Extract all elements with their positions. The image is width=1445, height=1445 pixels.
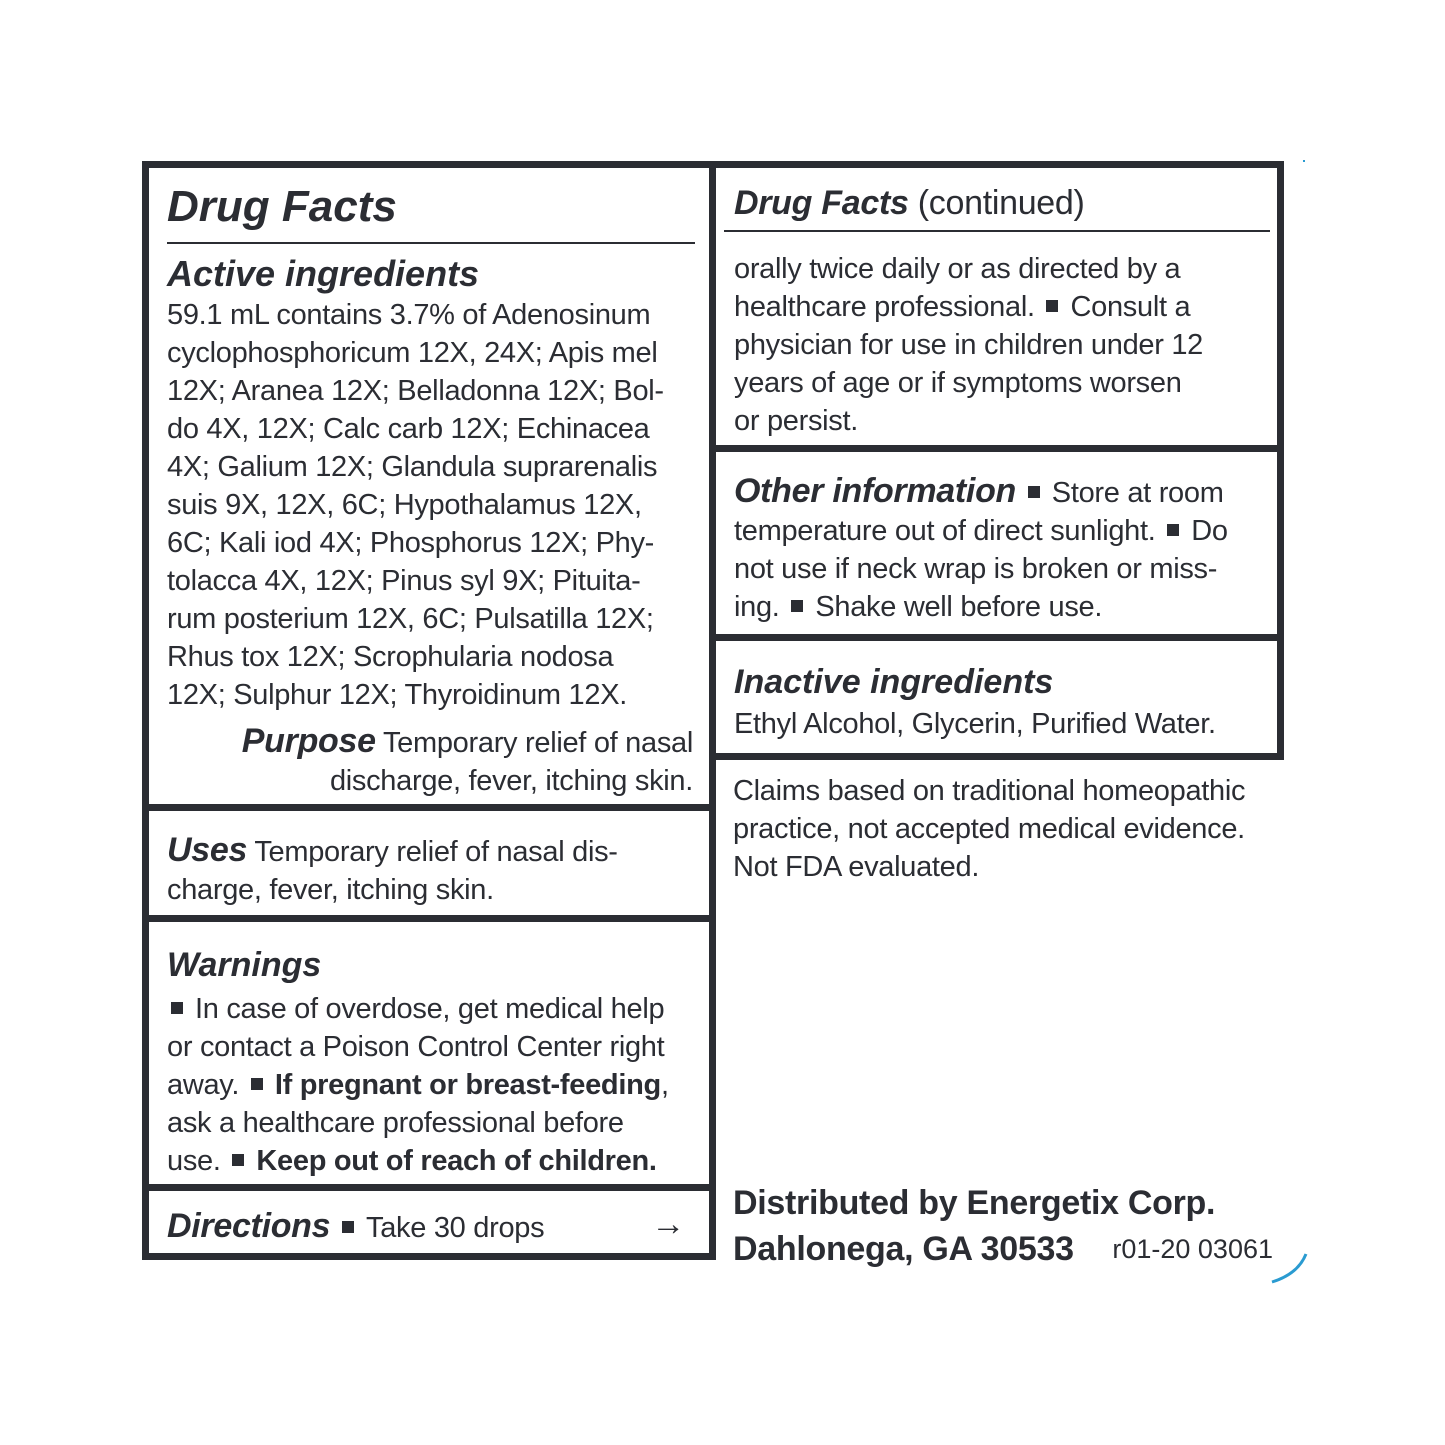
bullet-square-icon xyxy=(342,1221,354,1233)
purpose-text-2: discharge, fever, itching skin. xyxy=(329,765,693,797)
bullet-square-icon xyxy=(251,1078,263,1090)
ingredient-line: tolacca 4X, 12X; Pinus syl 9X; Pituita- xyxy=(167,565,641,597)
claims-text: practice, not accepted medical evidence. xyxy=(733,813,1245,845)
distributor-address-line xyxy=(733,1226,1293,1272)
warnings-panel xyxy=(142,915,716,1191)
active-ingredients-list xyxy=(167,296,717,714)
ingredient-line: Rhus tox 12X; Scrophularia nodosa xyxy=(167,641,614,673)
uses-panel xyxy=(142,804,716,922)
other-information-panel xyxy=(709,445,1284,641)
directions-panel xyxy=(142,1184,716,1260)
distributor-name: Distributed by Energetix Corp. xyxy=(733,1184,1216,1222)
other-information-text: Shake well before use. xyxy=(815,591,1103,623)
other-information-text: not use if neck wrap is broken or miss- xyxy=(734,553,1218,585)
other-information-text: Store at room xyxy=(1051,477,1224,509)
purpose-section xyxy=(242,722,693,800)
distributor-address: Dahlonega, GA 30533 xyxy=(733,1230,1074,1268)
inactive-ingredients-panel xyxy=(709,634,1284,760)
title-rule xyxy=(167,242,695,244)
directions-continued-text: or persist. xyxy=(734,405,859,437)
directions-heading: Directions xyxy=(167,1207,331,1245)
ingredient-line: 12X; Sulphur 12X; Thyroidinum 12X. xyxy=(167,679,627,711)
other-information-text: ing. xyxy=(734,591,780,623)
purpose-heading: Purpose xyxy=(241,722,376,760)
directions-continued-text: years of age or if symptoms worsen xyxy=(734,367,1182,399)
bullet-square-icon xyxy=(1167,524,1179,536)
ingredient-line: 4X; Galium 12X; Glandula suprarenalis xyxy=(167,451,658,483)
accent-dot xyxy=(1303,160,1305,162)
directions-continued-text: physician for use in children under 12 xyxy=(734,329,1203,361)
ingredient-line: cyclophosphoricum 12X, 24X; Apis mel xyxy=(167,337,658,369)
label-code: r01-20 03061 xyxy=(1112,1234,1273,1264)
pregnancy-warning: If pregnant or breast-feeding xyxy=(274,1069,661,1101)
ingredient-line: 6C; Kali iod 4X; Phosphorus 12X; Phy- xyxy=(167,527,655,559)
ingredient-line: rum posterium 12X, 6C; Pulsatilla 12X; xyxy=(167,603,654,635)
bullet-square-icon xyxy=(232,1154,244,1166)
inactive-ingredients-text: Ethyl Alcohol, Glycerin, Purified Water. xyxy=(734,708,1216,740)
bullet-square-icon xyxy=(1028,486,1040,498)
distributor-info xyxy=(733,1180,1293,1272)
bullet-square-icon xyxy=(1046,300,1058,312)
warning-text: away. xyxy=(167,1069,240,1101)
warning-text: , xyxy=(660,1069,669,1101)
drug-facts-title: Drug Facts xyxy=(167,182,397,231)
uses-heading: Uses xyxy=(167,831,248,869)
arrow-right-icon: → xyxy=(651,1205,685,1243)
accent-curve xyxy=(1262,1250,1312,1290)
other-information-heading: Other information xyxy=(734,472,1017,510)
warning-text: or contact a Poison Control Center right xyxy=(167,1031,665,1063)
claims-text: Not FDA evaluated. xyxy=(733,851,980,883)
directions-text: Take 30 drops xyxy=(366,1212,545,1244)
children-warning: Keep out of reach of children. xyxy=(256,1145,657,1177)
other-information-text: Do xyxy=(1191,515,1228,547)
ingredient-line: 59.1 mL contains 3.7% of Adenosinum xyxy=(167,299,651,331)
bullet-square-icon xyxy=(171,1002,183,1014)
continued-rule xyxy=(724,230,1270,232)
ingredient-line: suis 9X, 12X, 6C; Hypothalamus 12X, xyxy=(167,489,642,521)
claims-disclaimer xyxy=(733,772,1293,886)
uses-text: Temporary relief of nasal dis- xyxy=(254,836,618,868)
warning-text: ask a healthcare professional before xyxy=(167,1107,624,1139)
purpose-text: Temporary relief of nasal xyxy=(382,727,693,759)
drug-facts-panel xyxy=(142,161,716,811)
active-ingredients-heading: Active ingredients xyxy=(167,253,480,294)
bullet-square-icon xyxy=(791,600,803,612)
warning-text: use. xyxy=(167,1145,221,1177)
ingredient-line: do 4X, 12X; Calc carb 12X; Echinacea xyxy=(167,413,650,445)
continued-title: Drug Facts xyxy=(734,184,909,222)
directions-continued-text: Consult a xyxy=(1070,291,1191,323)
uses-text-2: charge, fever, itching skin. xyxy=(167,874,494,906)
other-information-text: temperature out of direct sunlight. xyxy=(734,515,1156,547)
claims-text: Claims based on traditional homeopathic xyxy=(733,775,1246,807)
inactive-ingredients-heading: Inactive ingredients xyxy=(734,663,1054,701)
warning-text: In case of overdose, get medical help xyxy=(195,993,665,1025)
drug-facts-continued-panel xyxy=(709,161,1284,452)
directions-continued-text: healthcare professional. xyxy=(734,291,1035,323)
directions-continued-text: orally twice daily or as directed by a xyxy=(734,253,1181,285)
ingredient-line: 12X; Aranea 12X; Belladonna 12X; Bol- xyxy=(167,375,664,407)
warnings-heading: Warnings xyxy=(167,946,322,984)
continued-label: (continued) xyxy=(917,184,1085,222)
